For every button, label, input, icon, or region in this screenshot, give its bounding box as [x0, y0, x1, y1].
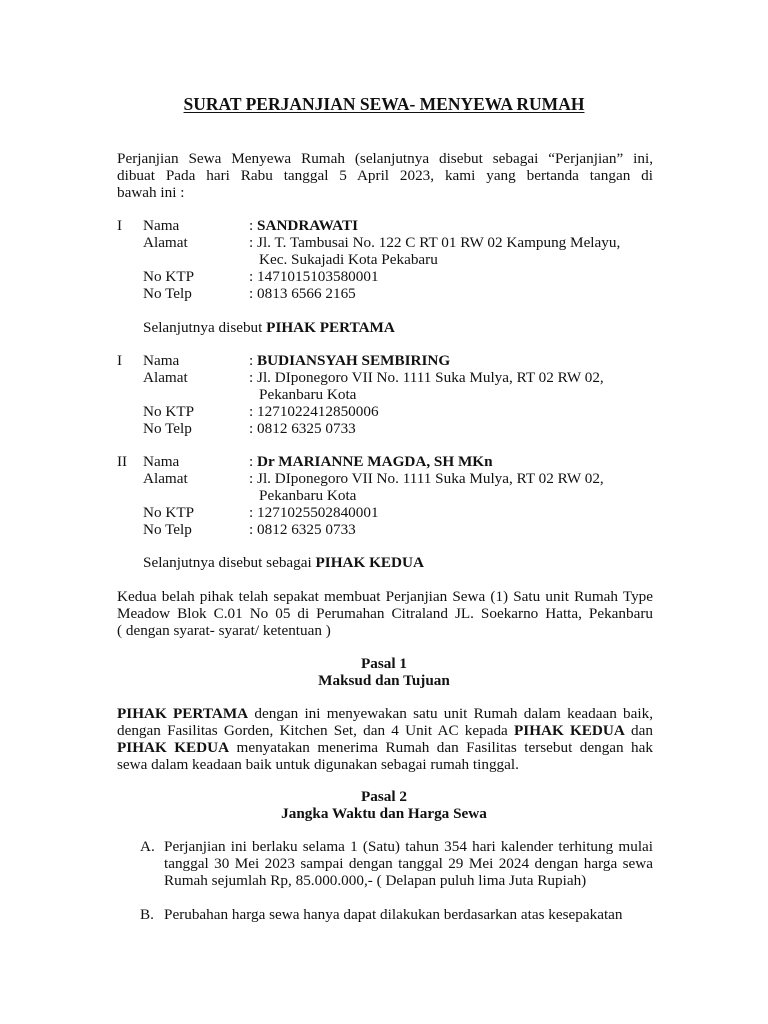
ktp-label: No KTP [143, 403, 195, 420]
agreement-paragraph [117, 588, 653, 639]
address-label: Alamat [143, 369, 188, 386]
party-designation: Selanjutnya disebut PIHAK PERTAMA [143, 319, 395, 336]
article-2-subheading: Jangka Waktu dan Harga Sewa [281, 805, 487, 822]
name-label: Nama [143, 352, 180, 369]
name-value: : Dr MARIANNE MAGDA, SH MKn [249, 453, 493, 470]
document-title: SURAT PERJANJIAN SEWA- MENYEWA RUMAH [183, 94, 585, 114]
article-1-line: PIHAK PERTAMA dengan ini menyewakan satu unit Rumah dalam keadaan baik, [117, 705, 653, 722]
intro-line: bawah ini : [117, 184, 185, 201]
phone-label: No Telp [143, 285, 192, 302]
article-1-line: sewa dalam keadaan baik untuk digunakan sebagai rumah tinggal. [117, 756, 519, 773]
article-1-paragraph [117, 705, 653, 773]
address-label: Alamat [143, 234, 188, 251]
intro-line: dibuat Pada hari Rabu tanggal 5 April 2023, kami yang bertanda tangan di [117, 167, 653, 184]
agreement-line: Kedua belah pihak telah sepakat membuat Perjanjian Sewa (1) Satu unit Rumah Type [117, 588, 653, 605]
address-label: Alamat [143, 470, 188, 487]
article-2-item-b: Perubahan harga sewa hanya dapat dilakukan berdasarkan atas kesepakatan [164, 906, 623, 923]
address-value-cont: Pekanbaru Kota [259, 386, 357, 403]
party-name: Dr MARIANNE MAGDA, SH MKn [257, 453, 493, 470]
article-2-item-a [164, 838, 653, 889]
name-value: : BUDIANSYAH SEMBIRING [249, 352, 451, 369]
phone-value: : 0812 6325 0733 [249, 420, 356, 437]
intro-line: Perjanjian Sewa Menyewa Rumah (selanjutnya disebut sebagai “Perjanjian” ini, [117, 150, 653, 167]
address-value: : Jl. T. Tambusai No. 122 C RT 01 RW 02 Kampung Melayu, [249, 234, 621, 251]
party-name: SANDRAWATI [257, 217, 359, 234]
ktp-value: : 1271022412850006 [249, 403, 379, 420]
party-number: I [117, 352, 123, 369]
party-number: II [117, 453, 128, 470]
agreement-line: Meadow Blok C.01 No 05 di Perumahan Citraland JL. Soekarno Hatta, Pekanbaru [117, 605, 653, 622]
ktp-value: : 1471015103580001 [249, 268, 379, 285]
ktp-label: No KTP [143, 268, 195, 285]
item-a-line: Perjanjian ini berlaku selama 1 (Satu) tahun 354 hari kalender terhitung mulai [164, 838, 653, 855]
address-value-cont: Kec. Sukajadi Kota Pekabaru [259, 251, 438, 268]
list-marker-b: B. [140, 906, 154, 923]
phone-value: : 0813 6566 2165 [249, 285, 356, 302]
phone-value: : 0812 6325 0733 [249, 521, 356, 538]
address-value: : Jl. DIponegoro VII No. 1111 Suka Mulya, RT 02 RW 02, [249, 470, 604, 487]
party-name: BUDIANSYAH SEMBIRING [257, 352, 451, 369]
agreement-line: ( dengan syarat- syarat/ ketentuan ) [117, 622, 331, 639]
name-value: : SANDRAWATI [249, 217, 359, 234]
phone-label: No Telp [143, 521, 192, 538]
phone-label: No Telp [143, 420, 192, 437]
list-marker-a: A. [140, 838, 155, 855]
address-value: : Jl. DIponegoro VII No. 1111 Suka Mulya, RT 02 RW 02, [249, 369, 604, 386]
article-2-heading: Pasal 2 [361, 788, 407, 805]
intro-paragraph [117, 150, 653, 201]
party-number: I [117, 217, 123, 234]
article-1-line: PIHAK KEDUA menyatakan menerima Rumah dan Fasilitas tersebut dengan hak [117, 739, 653, 756]
article-1-line: dengan Fasilitas Gorden, Kitchen Set, dan 4 Unit AC kepada PIHAK KEDUA dan [117, 722, 653, 739]
address-value-cont: Pekanbaru Kota [259, 487, 357, 504]
party-designation: Selanjutnya disebut sebagai PIHAK KEDUA [143, 554, 424, 571]
ktp-value: : 1271025502840001 [249, 504, 379, 521]
name-label: Nama [143, 453, 180, 470]
ktp-label: No KTP [143, 504, 195, 521]
item-a-line: Rumah sejumlah Rp, 85.000.000,- ( Delapan puluh lima Juta Rupiah) [164, 872, 587, 889]
item-a-line: tanggal 30 Mei 2023 sampai dengan tanggal 29 Mei 2024 dengan harga sewa [164, 855, 653, 872]
name-label: Nama [143, 217, 180, 234]
article-1-subheading: Maksud dan Tujuan [318, 672, 450, 689]
article-1-heading: Pasal 1 [361, 655, 407, 672]
